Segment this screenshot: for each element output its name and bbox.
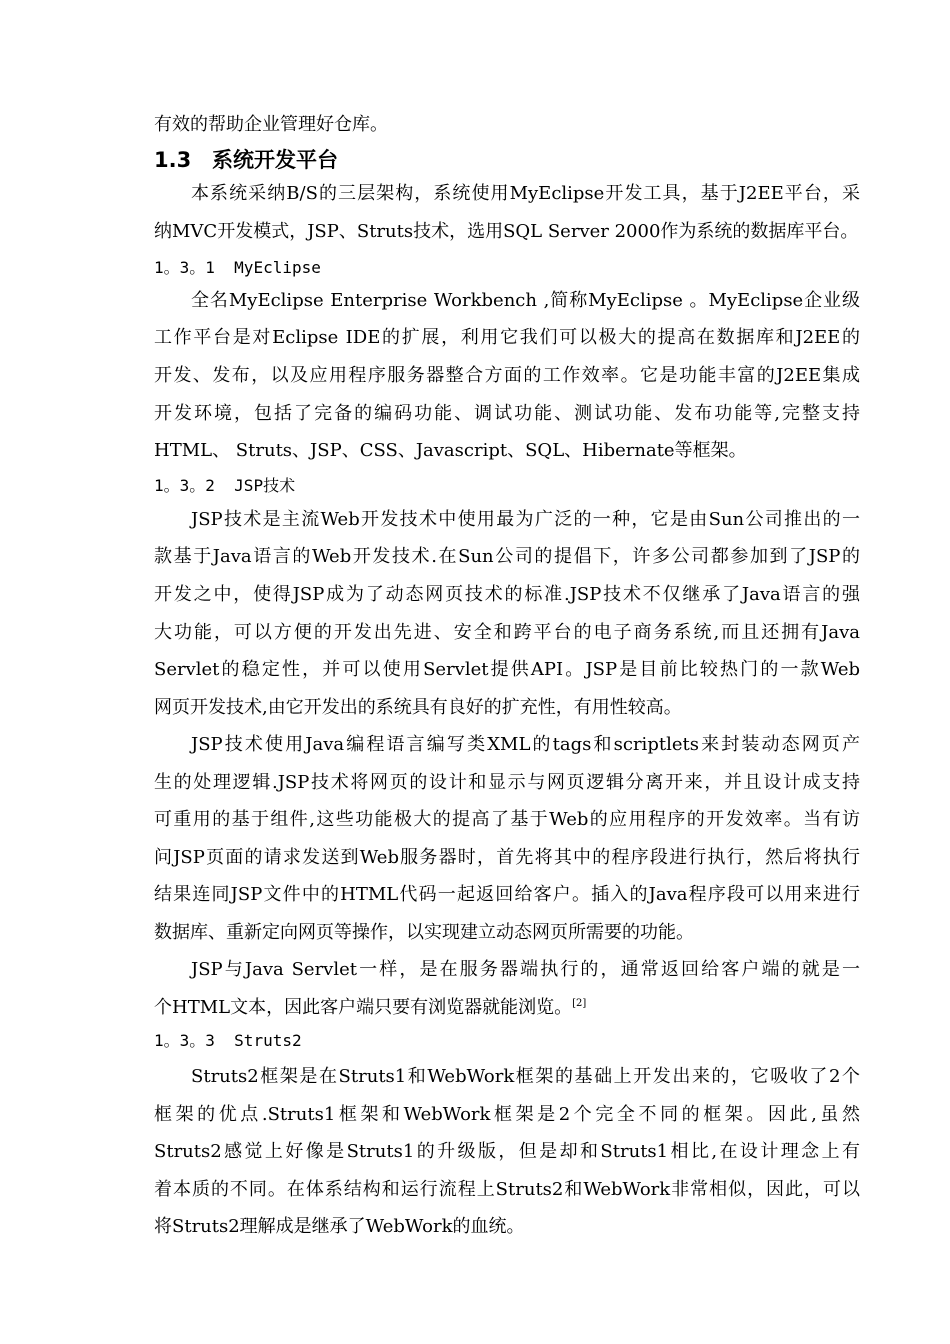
subsection-title: MyEclipse xyxy=(234,258,321,277)
paragraph-line: 全名MyEclipse Enterprise Workbench ,简称MyEclipse 。MyEclipse企业级 xyxy=(191,290,860,311)
paragraph-line: 本系统采纳B/S的三层架构，系统使用MyEclipse开发工具，基于J2EE平台，采 xyxy=(191,183,860,204)
paragraph-line: Struts2框架是在Struts1和WebWork框架的基础上开发出来的，它吸收了2个 xyxy=(191,1066,860,1087)
subsection-number: 1。3。3 xyxy=(154,1031,215,1050)
section-number: 1.3 xyxy=(154,148,192,172)
subsection-number: 1。3。1 xyxy=(154,258,215,277)
citation-marker: [2] xyxy=(572,998,587,1009)
paragraph-line: 款基于Java语言的Web开发技术.在Sun公司的提倡下，许多公司都参加到了JSP的 xyxy=(154,546,860,567)
section-heading-1-3 xyxy=(154,147,338,173)
intro-line: 有效的帮助企业管理好仓库。 xyxy=(154,114,388,135)
subsection-heading-1-3-2 xyxy=(154,476,295,496)
paragraph-line: 纳MVC开发模式，JSP、Struts技术，选用SQL Server 2000作为系统的数据库平台。 xyxy=(154,221,859,242)
paragraph-line: JSP与Java Servlet一样，是在服务器端执行的，通常返回给客户端的就是一 xyxy=(191,959,860,980)
paragraph-line: 开发之中，使得JSP成为了动态网页技术的标准.JSP技术不仅继承了Java语言的强 xyxy=(154,584,860,605)
paragraph-line: 数据库、重新定向网页等操作，以实现建立动态网页所需要的功能。 xyxy=(154,922,694,943)
paragraph-line xyxy=(154,997,586,1019)
subsection-title: Struts2 xyxy=(234,1031,302,1050)
subsection-number: 1。3。2 xyxy=(154,476,215,495)
paragraph-line: 工作平台是对Eclipse IDE的扩展，利用它我们可以极大的提高在数据库和J2EE的 xyxy=(154,327,860,348)
paragraph-line: 大功能，可以方便的开发出先进、安全和跨平台的电子商务系统,而且还拥有Java xyxy=(154,622,860,643)
paragraph-line: 网页开发技术,由它开发出的系统具有良好的扩充性，有用性较高。 xyxy=(154,697,682,718)
paragraph-line: 结果连同JSP文件中的HTML代码一起返回给客户。插入的Java程序段可以用来进行 xyxy=(154,884,860,905)
paragraph-line: JSP技术使用Java编程语言编写类XML的tags和scriptlets来封装动态网页产 xyxy=(191,734,860,755)
subsection-heading-1-3-1 xyxy=(154,258,321,278)
subsection-title: JSP技术 xyxy=(234,476,296,495)
paragraph-line: JSP技术是主流Web开发技术中使用最为广泛的一种，它是由Sun公司推出的一 xyxy=(191,509,860,530)
paragraph-line: 开发环境，包括了完备的编码功能、调试功能、测试功能、发布功能等,完整支持 xyxy=(154,403,860,424)
paragraph-line: 生的处理逻辑.JSP技术将网页的设计和显示与网页逻辑分离开来，并且设计成支持 xyxy=(154,772,860,793)
section-title: 系统开发平台 xyxy=(212,148,338,172)
paragraph-line: Struts2感觉上好像是Struts1的升级版，但是却和Struts1相比,在设计理念上有 xyxy=(154,1141,860,1162)
paragraph-text: 个HTML文本，因此客户端只要有浏览器就能浏览。 xyxy=(154,997,573,1018)
paragraph-line: 框架的优点.Struts1框架和WebWork框架是2个完全不同的框架。因此,虽然 xyxy=(154,1104,860,1125)
subsection-heading-1-3-3 xyxy=(154,1031,302,1051)
paragraph-line: 着本质的不同。在体系结构和运行流程上Struts2和WebWork非常相似，因此，可以 xyxy=(154,1179,860,1200)
paragraph-line: HTML、 Struts、JSP、CSS、Javascript、SQL、Hibernate等框架。 xyxy=(154,440,747,461)
paragraph-line: 将Struts2理解成是继承了WebWork的血统。 xyxy=(154,1216,525,1237)
paragraph-line: Servlet的稳定性，并可以使用Servlet提供API。JSP是目前比较热门的一款Web xyxy=(154,659,860,680)
paragraph-line: 可重用的基于组件,这些功能极大的提高了基于Web的应用程序的开发效率。当有访 xyxy=(154,809,860,830)
paragraph-line: 问JSP页面的请求发送到Web服务器时，首先将其中的程序段进行执行，然后将执行 xyxy=(154,847,860,868)
paragraph-line: 开发、发布，以及应用程序服务器整合方面的工作效率。它是功能丰富的J2EE集成 xyxy=(154,365,860,386)
